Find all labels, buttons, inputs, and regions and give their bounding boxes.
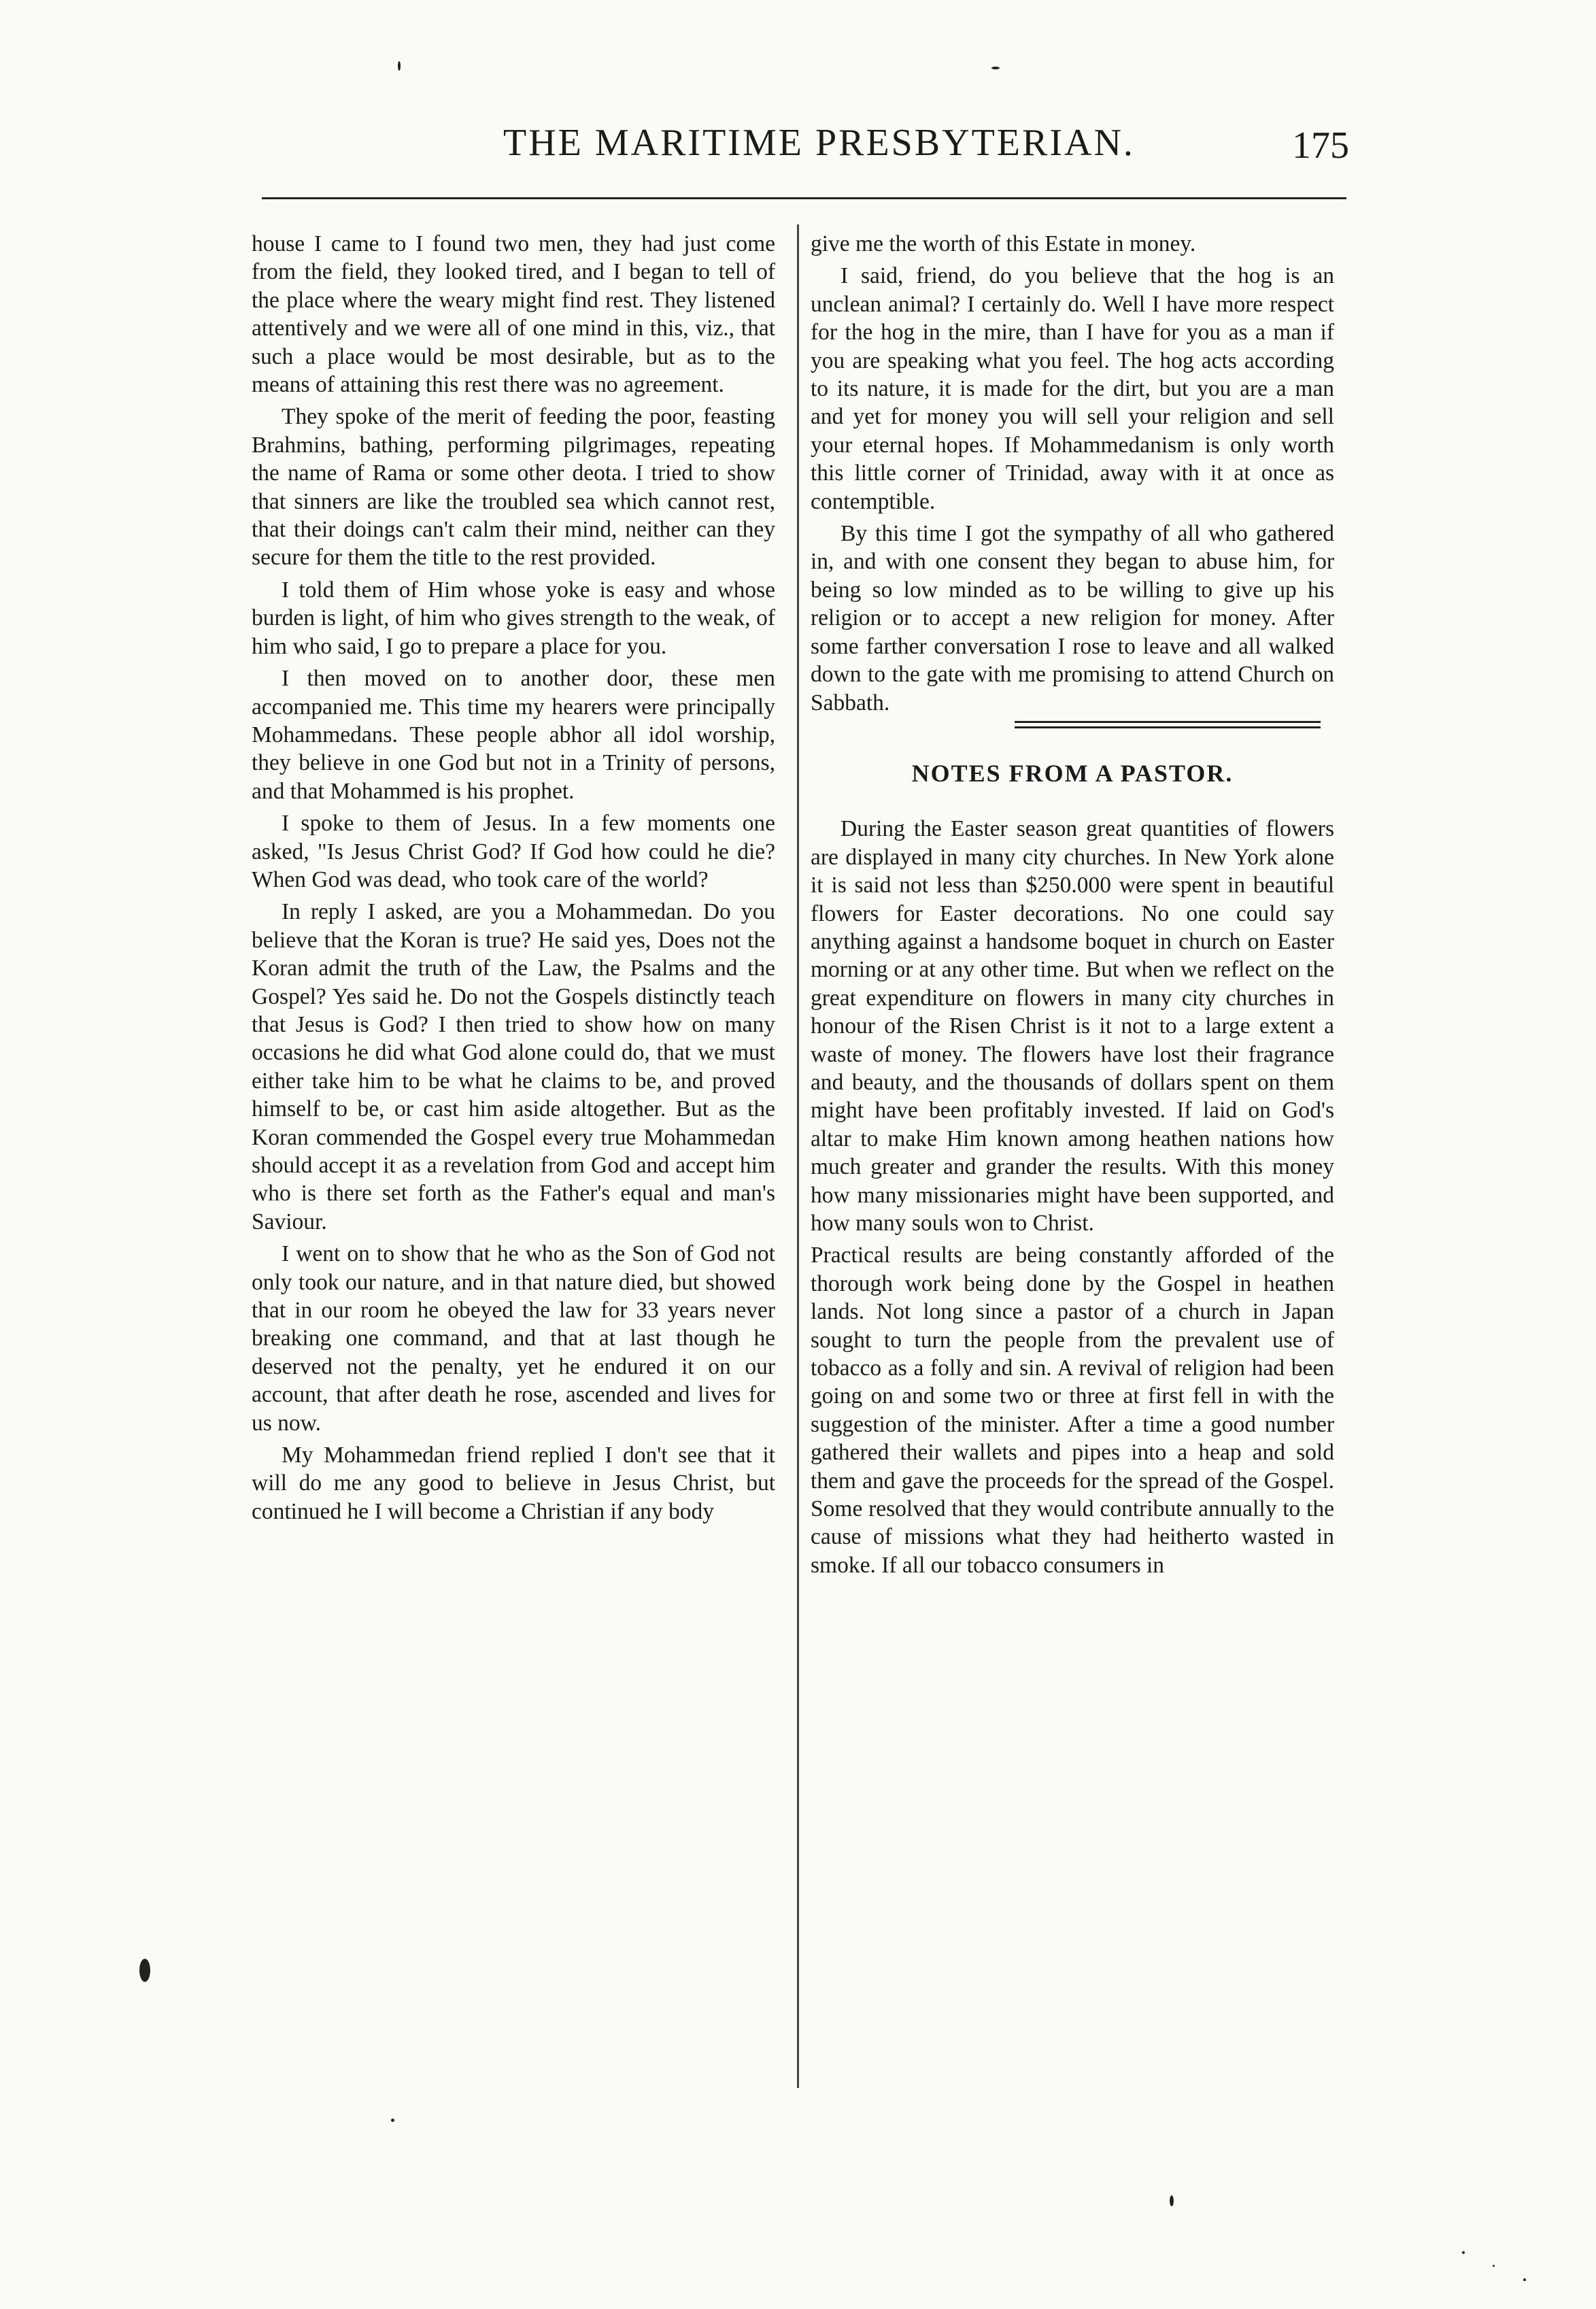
left-column [252,230,775,1526]
paragraph: In reply I asked, are you a Mohammedan. Do you believe that the Koran is true? He said yes, Does not the Koran admit the truth of the Law, the Psalms and the Gospel? Yes said he. Do not the Gospels distinctly teach that Jesus is God? I then tried to show how on many occasions he did what God alone could do, that we must either take him to be what he claims to be, and proved himself to be, or cast him aside altogether. But as the Koran commended the Gospel every true Mohammedan should accept it as a revelation from God and accept him who is there set forth as the Father's equal and man's Saviour. [252,899,775,1234]
paragraph: My Mohammedan friend replied I don't see that it will do me any good to believe in Jesus Christ, but continued he I will become a Christian if any body [252,1443,775,1524]
paragraph: During the Easter season great quantities of flowers are displayed in many city churches. In New York alone it is said not less than $250.000 were spent in beautiful flowers for Easter decorations. No one could say anything against a handsome boquet in church on Easter morning or at any other time. But when we reflect on the great expenditure on flowers in many city churches in honour of the Risen Christ is it not to a large extent a waste of money. The flowers have lost their fragrance and beauty, and the thousands of dollars spent on them might have been profitably invested. If laid on God's altar to make Him known among heathen nations how much greater and grander the results. With this money how many missionaries might have been supported, and how many souls won to Christ. [811,816,1334,1236]
paragraph: They spoke of the merit of feeding the poor, feasting Brahmins, bathing, performing pilgrimages, repeating the name of Rama or some other deota. I tried to show that sinners are like the troubled sea which cannot rest, that their doings can't calm their mind, neither can they secure for them the title to the rest provided. [252,404,775,571]
section-divider [811,721,1334,728]
paragraph: I then moved on to another door, these men accompanied me. This time my hearers were principally Mohammedans. These people abhor all idol worship, they believe in one God but not in a Trinity of persons, and that Mohammed is his prophet. [252,666,775,804]
paragraph: house I came to I found two men, they had just come from the field, they looked tired, and I began to tell of the place where the weary might find rest. They listened attentively and we were all of one mind in this, viz., that such a place would be most desirable, but as to the means of attaining this rest there was no agreement. [252,231,775,398]
paragraph: I spoke to them of Jesus. In a few moments one asked, "Is Jesus Christ God? If God how could he die? When God was dead, who took care of the world? [252,811,775,892]
print-speck [1493,2265,1495,2267]
page-header [245,121,1401,182]
print-speck [139,1959,150,1982]
print-speck [1523,2278,1526,2281]
column-divider [797,224,799,2088]
print-speck [1462,2251,1465,2254]
print-speck [391,2119,394,2122]
section-heading: NOTES FROM A PASTOR. [911,759,1234,787]
print-speck [398,61,401,71]
paragraph: I told them of Him whose yoke is easy and whose burden is light, of him who gives strength to the weak, of him who said, I go to prepare a place for you. [252,577,775,659]
page-number: 175 [1292,124,1349,167]
print-speck [1170,2195,1174,2206]
paragraph: Practical results are being constantly afforded of the thorough work being done by the Gospel in heathen lands. Not long since a pastor of a church in Japan sought to turn the people from the prevalent use of tobacco as a folly and sin. A revival of religion had been going on and some two or three at first fell in with the suggestion of the minister. After a time a good number gathered their wallets and pipes into a heap and sold them and gave the proceeds for the spread of the Gospel. Some resolved that they would contribute annually to the cause of missions what they had heitherto wasted in smoke. If all our tobacco consumers in [811,1243,1334,1578]
paragraph: I went on to show that he who as the Son of God not only took our nature, and in that nature died, but showed that in our room he obeyed the law for 33 years never breaking one command, and that at last though he deserved not the penalty, yet he endured it on our account, that after death he rose, ascended and lives for us now. [252,1241,775,1436]
print-speck [991,67,1000,69]
header-rule [262,197,1346,199]
running-title: THE MARITIME PRESBYTERIAN. [503,122,1135,164]
paragraph: By this time I got the sympathy of all who gathered in, and with one consent they began to abuse him, for being so low minded as to be willing to give up his religion or to accept a new religion for money. After some farther conversation I rose to leave and all walked down to the gate with me promising to attend Church on Sabbath. [811,521,1334,715]
paragraph: give me the worth of this Estate in money. [811,231,1196,256]
right-column [811,230,1334,1579]
paragraph: I said, friend, do you believe that the hog is an unclean animal? I certainly do. Well I have more respect for the hog in the mire, than I have for you as a man if you are speaking what you feel. The hog acts according to its nature, it is made for the dirt, but you are a man and yet for money you will sell your religion and sell your eternal hopes. If Mohammedanism is only worth this little corner of Trinidad, away with it at once as contemptible. [811,263,1334,514]
